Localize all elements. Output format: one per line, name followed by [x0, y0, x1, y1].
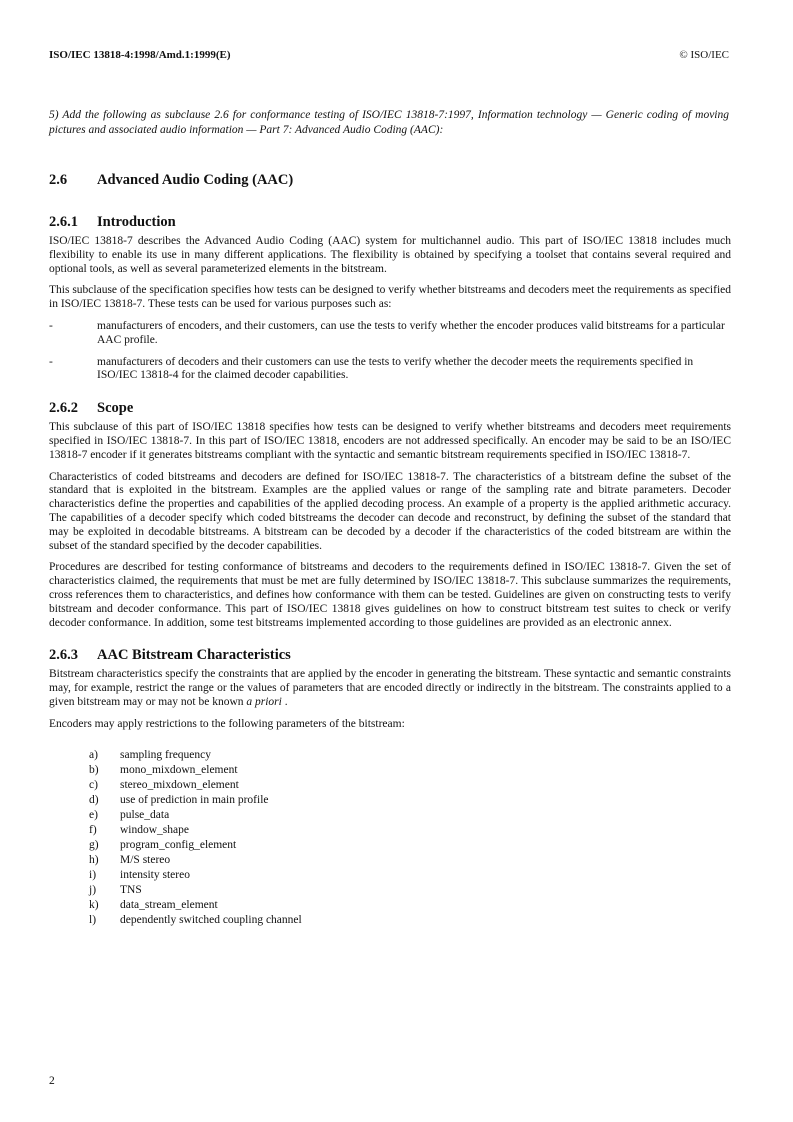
scope-paragraph-3: Procedures are described for testing conformance of bitstreams and decoders to the requirements defined in ISO/IEC 13818-7. Given the set of characteristics claimed, the requirements that must be met are fully determined by ISO/IEC 13818-7. This subclause summarizes the requirements, cross references them to characteristics, and defines how conformance with them can be tested. Guidelines are given on constructing tests to verify bitstream and decoder conformance. This part of ISO/IEC 13818 gives guidelines on how to construct bitstream test suites to check or verify decoder conformance. In addition, some test bitstreams implemented according to those guidelines are provided as an electronic annex. [49, 561, 731, 629]
list-item-text: M/S stereo [120, 853, 171, 866]
list-marker: c) [89, 778, 98, 791]
list-marker: d) [89, 793, 99, 806]
scope-paragraph-2: Characteristics of coded bitstreams and decoders are defined for ISO/IEC 13818-7. The characteristics of a bitstream define the subset of the standard that is exploited in the bitstream. Examples are the applied values or range of the sampling rate and bitrate parameters. Decoder characteristics define the properties and capabilities of the applied decoding process. An example of a property is the applied arithmetic accuracy. The capabilities of a decoder specify which coded bitstreams the decoder can decode and reconstruct, by defining the subset of the standard that may be exploited in decodable bitstreams. A bitstream can be decoded by a decoder if the characteristics of the coded bitstream are within the subset of the standard specified by the decoder capabilities. [49, 470, 731, 552]
copyright-notice: © ISO/IEC [679, 49, 729, 61]
list-item-text: data_stream_element [120, 898, 218, 911]
heading-2-6-1 [49, 213, 731, 231]
purpose-list [49, 320, 731, 383]
section-title: AAC Bitstream Characteristics [97, 647, 291, 664]
characteristics-paragraph-1 [49, 668, 731, 709]
list-item [89, 868, 731, 883]
list-marker: b) [89, 763, 99, 776]
amendment-instruction: 5) Add the following as subclause 2.6 for conformance testing of ISO/IEC 13818-7:1997, Information technology — Generic coding of moving pictures and associated audio information — Part 7: Advanced Audio Coding (AAC): [49, 109, 729, 136]
list-item [89, 898, 731, 913]
list-item [89, 913, 731, 928]
list-item-text: program_config_element [120, 838, 237, 851]
list-marker: g) [89, 838, 99, 851]
list-item [89, 808, 731, 823]
scope-paragraph-1: This subclause of this part of ISO/IEC 13818 specifies how tests can be designed to verify whether bitstreams and decoders meet requirements specified in ISO/IEC 13818-7. In this part of ISO/IEC 13818, encoders are not addressed specifically. An encoder may be said to be an ISO/IEC 13818-7 encoder if it generates bitstreams compliant with the syntactic and semantic bitstream requirements specified in ISO/IEC 13818-7. [49, 421, 731, 461]
list-item-text: mono_mixdown_element [120, 763, 238, 776]
section-number: 2.6.1 [49, 214, 78, 230]
list-item [49, 320, 731, 348]
page-number: 2 [49, 1075, 55, 1087]
parameter-list [49, 748, 731, 928]
heading-2-6 [49, 171, 731, 189]
section-number: 2.6.3 [49, 647, 78, 664]
list-item-text: manufacturers of encoders, and their customers, can use the tests to verify whether the encoder produces valid bitstreams for a particular AAC profile. [97, 319, 725, 346]
list-marker: a) [89, 748, 98, 761]
list-marker: j) [89, 883, 97, 896]
list-dash: - [49, 319, 53, 332]
list-item [89, 853, 731, 868]
list-item-text: sampling frequency [120, 748, 212, 761]
list-marker: h) [89, 853, 99, 866]
section-number: 2.6.2 [49, 400, 78, 417]
paragraph-end: . [284, 695, 288, 708]
standard-designation: ISO/IEC 13818-4:1998/Amd.1:1999(E) [49, 49, 231, 61]
list-item [89, 838, 731, 853]
section-title: Introduction [97, 214, 176, 230]
heading-2-6-2 [49, 399, 731, 417]
list-item [89, 763, 731, 778]
paragraph-text: Bitstream characteristics specify the constraints that are applied by the encoder in generating the bitstream. These syntactic and semantic constraints may, for example, restrict the range or the values of parameters that are encoded directly or indirectly in the bitstream. The constraints applied to a given bitstream may or may not be known [49, 668, 731, 708]
list-marker: f) [89, 823, 97, 836]
section-number: 2.6 [49, 172, 68, 188]
document-body [49, 171, 731, 928]
list-item-text: intensity stereo [120, 868, 190, 881]
list-item-text: pulse_data [120, 808, 170, 821]
list-marker: k) [89, 898, 99, 911]
list-item-text: use of prediction in main profile [120, 793, 269, 806]
list-dash: - [49, 355, 53, 368]
list-item [89, 883, 731, 898]
list-marker: e) [89, 808, 98, 821]
list-marker: i) [89, 868, 97, 881]
list-item-text: dependently switched coupling channel [120, 913, 302, 926]
italic-term: a priori [246, 695, 282, 708]
intro-paragraph-1: ISO/IEC 13818-7 describes the Advanced Audio Coding (AAC) system for multichannel audio. This part of ISO/IEC 13818 includes much flexibility to enable its use in many different applications. The flexibility is obtained by specifying a toolset that contains several required and optional tools, as well as several parameterized elements in the bitstream. [49, 235, 731, 275]
list-item [89, 778, 731, 793]
intro-paragraph-2: This subclause of the specification specifies how tests can be designed to verify whether bitstreams and decoders meet the requirements as specified in ISO/IEC 13818-7. These tests can be used for various purposes such as: [49, 284, 731, 311]
list-item-text: window_shape [120, 823, 189, 836]
section-title: Scope [97, 400, 134, 417]
running-header [49, 48, 729, 62]
characteristics-paragraph-2: Encoders may apply restrictions to the following parameters of the bitstream: [49, 717, 405, 730]
list-item [89, 793, 731, 808]
heading-2-6-3 [49, 646, 731, 664]
list-item [49, 356, 731, 384]
section-title: Advanced Audio Coding (AAC) [97, 172, 294, 188]
list-item-text: TNS [120, 883, 142, 896]
list-marker: l) [89, 913, 97, 926]
list-item [89, 823, 731, 838]
list-item-text: stereo_mixdown_element [120, 778, 239, 791]
list-item [89, 748, 731, 763]
list-item-text: manufacturers of decoders and their customers can use the tests to verify whether the decoder meets the requirements specified in ISO/IEC 13818-4 for the claimed decoder capabilities. [97, 355, 694, 382]
